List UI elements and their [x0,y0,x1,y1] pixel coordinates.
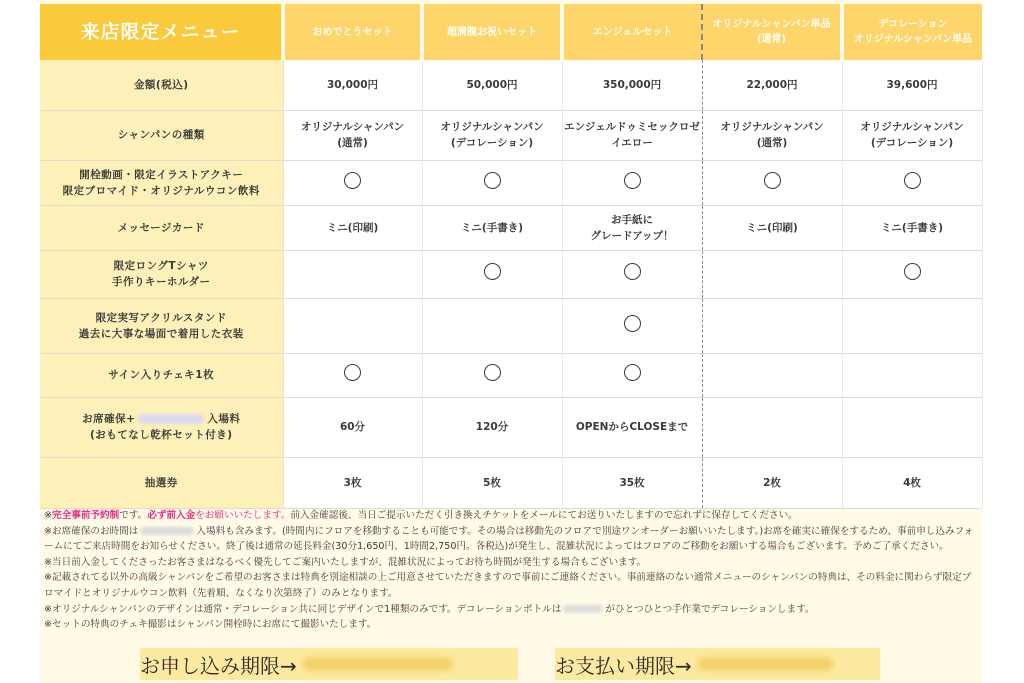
circle-mark-icon [624,364,641,381]
row-label-line: 金額(税込) [133,78,189,91]
note-emphasis: をお願いいたします。 [195,510,291,521]
table-cell [562,250,702,298]
table-row [40,60,982,110]
cell-text: オリジナルシャンパン [440,121,544,133]
table-cell [702,298,842,353]
note-text: ※ [44,510,53,521]
circle-mark-icon [904,172,921,189]
note-text: です。 [119,510,148,521]
table-cell [562,353,702,397]
table-cell [422,298,562,353]
row-label-line: 開栓動画・限定イラストアクキー [79,168,244,181]
redacted-name [140,527,194,535]
row-label-line: 抽選券 [144,476,178,489]
circle-mark-icon [624,263,641,280]
cell-text: 22,000円 [746,78,798,91]
redacted-name [138,414,204,424]
apply-deadline-label: お申し込み期限→ [140,653,297,678]
row-label [40,205,283,250]
circle-mark-icon [484,364,501,381]
row-label [40,353,283,397]
note-line [44,524,978,555]
row-label [40,110,283,160]
cell-text: (デコレーション) [450,137,534,149]
cell-text: ミニ(印刷) [746,221,798,234]
table-cell [842,298,982,353]
cell-text: 2枚 [763,476,781,489]
table-cell [283,457,422,508]
cell-text: (通常) [337,137,368,149]
cell-text: お手紙に [611,213,653,226]
row-label-line: メッセージカード [117,221,205,234]
note-line: ※セットの特典のチェキ撮影はシャンパン開栓時にお席にて撮影いたします。 [44,619,377,631]
table-cell [422,110,562,160]
table-cell [842,353,982,397]
circle-mark-icon [624,315,641,332]
table-cell [283,250,422,298]
column-header-line: (通常) [756,34,787,45]
row-label-line: 限定ロングTシャツ [113,260,209,272]
circle-mark-icon [484,263,501,280]
circle-mark-icon [624,172,641,189]
cell-text: オリジナルシャンパン [860,121,964,133]
table-row [40,250,982,298]
table-cell [702,353,842,397]
table-cell [422,160,562,205]
cell-text: 39,600円 [886,78,938,91]
column-header [422,4,562,60]
row-label [40,250,283,298]
row-label-line: お席確保+ [82,413,136,425]
table-cell [562,397,702,457]
apply-deadline [140,648,518,680]
column-header [842,4,982,60]
table-cell [702,110,842,160]
table-row [40,397,982,457]
table-cell [702,397,842,457]
cell-text: ミニ(手書き) [880,221,944,234]
table-cell [283,298,422,353]
table-row [40,110,982,160]
table-title: 来店限定メニュー [40,4,283,60]
column-header [702,4,842,60]
table-cell [422,250,562,298]
table-cell [842,250,982,298]
table-cell [422,457,562,508]
note-line [44,602,978,618]
row-label [40,457,283,508]
cell-text: イエロー [611,137,653,149]
table-cell [283,397,422,457]
column-header-line: 超満腹お祝いセット [447,26,537,38]
table-cell [562,298,702,353]
column-header-line: おめでとうセット [312,26,393,38]
circle-mark-icon [764,172,781,189]
payment-deadline [555,648,880,680]
row-label-line: 手作りキーホルダー [111,276,211,288]
table-cell [702,457,842,508]
note-line: ※当日前入金してくださったお客さまはなるべく優先してご案内いたしますが、混雑状況によってお待ち時間が発生する場合もございます。 [44,556,647,568]
note-emphasis: 必ず前入金 [147,510,196,521]
cell-text: 60分 [339,421,366,433]
header-row [40,4,982,60]
payment-deadline-label: お支払い期限→ [555,653,692,678]
row-label [40,397,283,457]
table-cell [422,205,562,250]
table-cell [842,110,982,160]
note-emphasis: 完全事前予約制 [52,510,120,521]
redacted-name [563,605,603,613]
note-text: ※オリジナルシャンパンのデザインは通常・デコレーション共に同じデザインで1種類のみです。デコレーションボトルは [44,603,562,615]
cell-text: 4枚 [903,476,921,489]
cell-text: 50,000円 [466,78,518,91]
note-text: がひとつひとつ手作業でデコレーションします。 [605,603,815,615]
circle-mark-icon [344,364,361,381]
cell-text: OPENからCLOSEまで [575,421,689,433]
row-label [40,160,283,205]
cell-text: 120分 [475,421,509,433]
cell-text: 3枚 [343,476,362,489]
notes [44,508,978,633]
table-cell [422,60,562,110]
note-text: 前入金確認後、当日ご提示いただく引き換えチケットをメールにてお送りいたしますので忘れずに保存してください。 [290,510,798,521]
table-cell [842,205,982,250]
table-cell [562,110,702,160]
column-header-line: デコレーション [878,19,948,30]
table-row [40,298,982,353]
table-cell [283,353,422,397]
table-cell [283,160,422,205]
table-cell [702,205,842,250]
redacted-date [698,657,833,671]
column-header-line: オリジナルシャンパン単品 [853,34,973,45]
table-cell [283,110,422,160]
circle-mark-icon [484,172,501,189]
table-cell [842,397,982,457]
cell-text: 35枚 [619,476,645,489]
table-cell [702,60,842,110]
table-cell [842,60,982,110]
table-cell [422,397,562,457]
row-label [40,298,283,353]
table-row [40,160,982,205]
column-header-line: オリジナルシャンパン単品 [712,19,831,30]
column-header [562,4,702,60]
table-row [40,353,982,397]
menu-table [40,4,983,509]
row-label-line: (おもてなし乾杯セット付き) [89,429,233,441]
row-label-line: サイン入りチェキ1枚 [108,369,215,381]
table-cell [562,205,702,250]
cell-text: (通常) [756,137,788,149]
column-header [283,4,422,60]
column-header-line: エンジェルセット [592,26,673,38]
table-cell [702,160,842,205]
table-cell [702,250,842,298]
row-label [40,60,283,110]
cell-text: 5枚 [483,476,501,489]
cell-text: (デコレーション) [870,137,954,149]
row-label-line: 入場料 [207,413,241,425]
cell-text: 350,000円 [602,78,662,91]
table-cell [562,60,702,110]
note-line [44,508,978,524]
cell-text: オリジナルシャンパン [720,121,824,133]
table-cell [562,457,702,508]
circle-mark-icon [344,172,361,189]
cell-text: オリジナルシャンパン [300,121,405,133]
table-cell [842,160,982,205]
cell-text: エンジェルドゥミセックロゼ [564,121,700,133]
note-text: ※お席確保のお時間は [44,525,139,537]
table-cell [422,353,562,397]
table-cell [562,160,702,205]
table-row [40,205,982,250]
row-label-line: 限定ブロマイド・オリジナルウコン飲料 [62,184,260,197]
row-label-line: シャンパンの種類 [117,129,205,141]
table-row [40,457,982,508]
note-text: 入場料も含みます。(時間内にフロアを移動することも可能です。その場合は移動先のフロアで別途ワンオーダーお願いいたします。)お席を確実に確保をするため、事前申し込みフォームにてご来店時間をお知らせください。終了後は通常の延長料金(30分1,650円、1時間2,750円。各税込)が発生し、混雑状況によってはフロアのご移動をお願いする場合もございます。予めご了承ください。 [44,525,974,553]
redacted-date [303,657,453,671]
row-label-line: 過去に大事な場面で着用した衣装 [78,327,244,340]
cell-text: 30,000円 [326,78,379,91]
table-cell [842,457,982,508]
note-line: ※記載されてる以外の高級シャンパンをご希望のお客さまは特典を別途相談の上ご用意させていただきますので事前にご連絡ください。事前連絡のない通常メニューのシャンパンの特典は、その料金に関わらず限定ブロマイドとオリジナルウコン飲料（先着順、なくなり次第終了）のみとなります。 [44,572,972,599]
cell-text: グレードアップ！ [590,229,674,242]
cell-text: ミニ(印刷) [326,221,379,234]
row-label-line: 限定実写アクリルスタンド [95,311,227,324]
table-cell [283,205,422,250]
table-cell [283,60,422,110]
cell-text: ミニ(手書き) [460,221,524,234]
circle-mark-icon [904,263,921,280]
